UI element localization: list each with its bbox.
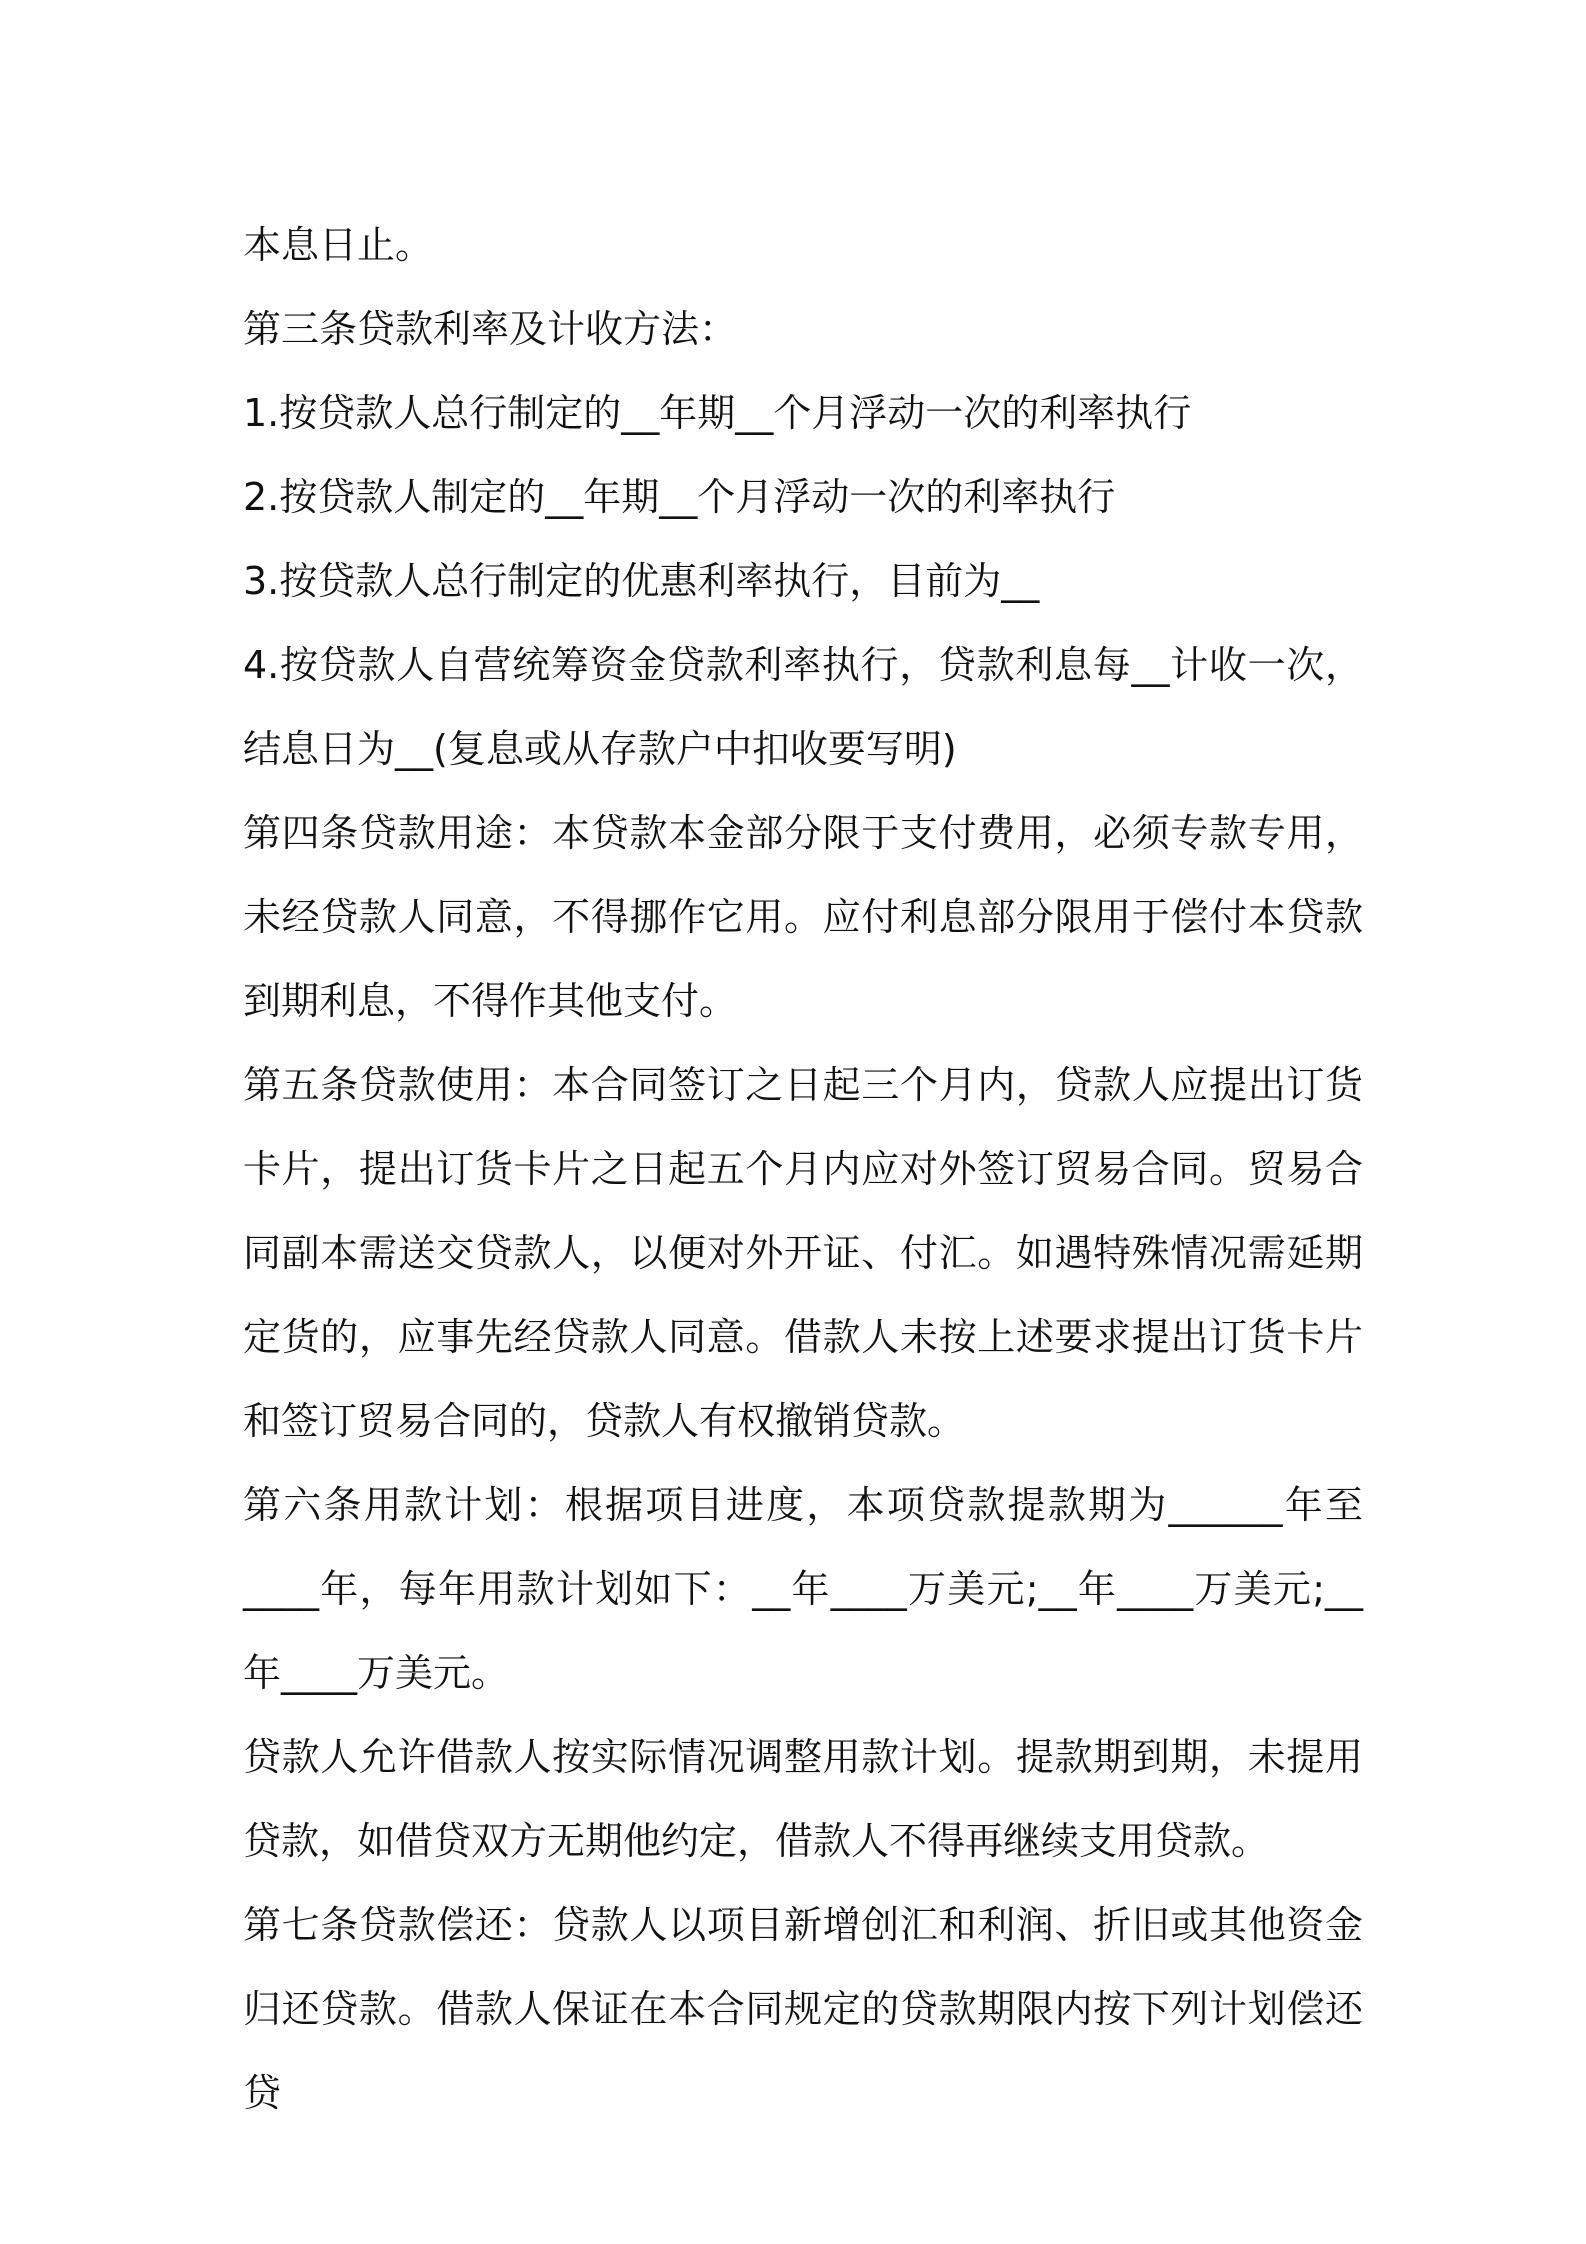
article-4-loan-purpose: 第四条贷款用途：本贷款本金部分限于支付费用，必须专款专用，未经贷款人同意，不得挪作它用。应付利息部分限用于偿付本贷款到期利息，不得作其他支付。 xyxy=(243,811,1363,1023)
rate-option-2: 2.按贷款人制定的__年期__个月浮动一次的利率执行 xyxy=(243,475,1116,519)
rate-option-1: 1.按贷款人总行制定的__年期__个月浮动一次的利率执行 xyxy=(243,391,1192,435)
article-7-repayment: 第七条贷款偿还：贷款人以项目新增创汇和利润、折旧或其他资金归还贷款。借款人保证在本合同规定的贷款期限内按下列计划偿还贷 xyxy=(243,1903,1363,2115)
rate-option-4: 4.按贷款人自营统筹资金贷款利率执行，贷款利息每__计收一次，结息日为__(复息或从存款户中扣收要写明) xyxy=(243,643,1363,771)
article-6-drawdown-plan: 第六条用款计划：根据项目进度，本项贷款提款期为______年至____年，每年用款计划如下：__年____万美元;__年____万美元;__年____万美元。 xyxy=(243,1483,1363,1695)
article-3-heading: 第三条贷款利率及计收方法： xyxy=(243,307,738,351)
paragraph-interest-end: 本息日止。 xyxy=(243,223,434,267)
document-body xyxy=(243,203,1363,2135)
rate-option-3: 3.按贷款人总行制定的优惠利率执行，目前为__ xyxy=(243,559,1040,603)
article-5-loan-use: 第五条贷款使用：本合同签订之日起三个月内，贷款人应提出订货卡片，提出订货卡片之日起五个月内应对外签订贸易合同。贸易合同副本需送交贷款人，以便对外开证、付汇。如遇特殊情况需延期定货的，应事先经贷款人同意。借款人未按上述要求提出订货卡片和签订贸易合同的，贷款人有权撤销贷款。 xyxy=(243,1063,1363,1443)
plan-adjustment-paragraph: 贷款人允许借款人按实际情况调整用款计划。提款期到期，未提用贷款，如借贷双方无期他约定，借款人不得再继续支用贷款。 xyxy=(243,1735,1363,1863)
